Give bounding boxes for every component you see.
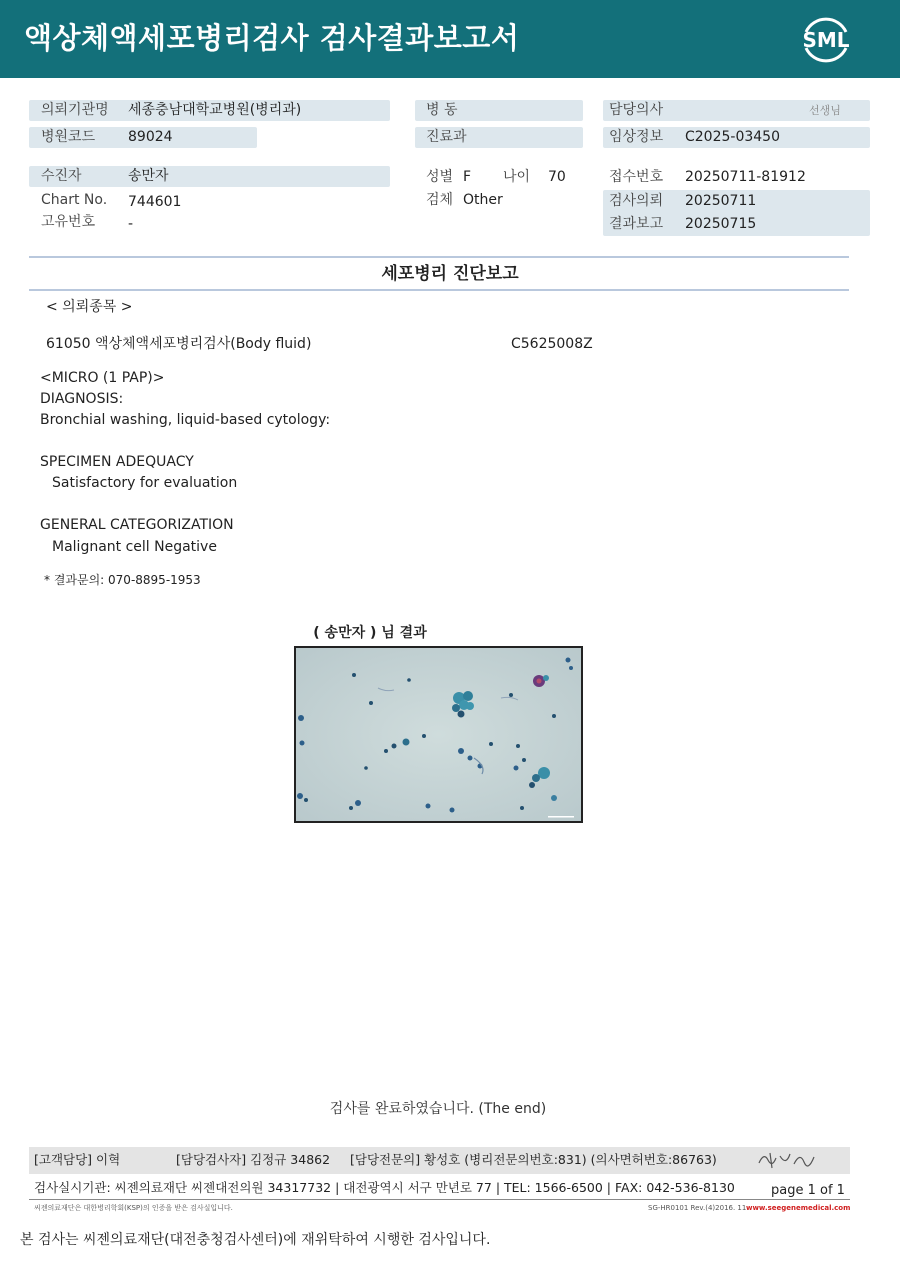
footer-technician: [담당검사자] 김정규 34862 — [176, 1152, 331, 1167]
age-label: 나이 — [503, 169, 531, 185]
adequacy-text: Satisfactory for evaluation — [52, 475, 238, 491]
ward-label: 병 동 — [426, 102, 458, 118]
footer-doc-code: SG-HR0101 Rev.(4)2016. 11 — [648, 1204, 747, 1212]
report-date-value: 20250715 — [685, 216, 757, 232]
department-label: 진료과 — [426, 129, 467, 145]
section-rule-top — [29, 256, 849, 258]
section-title: 세포병리 진단보고 — [381, 264, 519, 284]
footer-certification: 씨젠의료재단은 대한병리학회(KSP)의 인증을 받은 검사실입니다. — [34, 1204, 233, 1212]
order-code: C5625008Z — [511, 336, 593, 352]
hospital-code-value: 89024 — [128, 129, 173, 145]
request-date-label: 검사의뢰 — [609, 193, 664, 209]
sex-label: 성별 — [426, 169, 454, 185]
specimen-value: Other — [463, 192, 503, 208]
institution-label: 의뢰기관명 — [41, 102, 109, 118]
logo-text: SML — [802, 28, 850, 52]
receipt-label: 접수번호 — [609, 169, 664, 185]
specimen-label: 검체 — [426, 192, 454, 208]
chart-label: Chart No. — [41, 192, 108, 208]
chart-value: 744601 — [128, 194, 182, 210]
report-title: 액상체액세포병리검사 검사결과보고서 — [24, 21, 520, 55]
patient-label: 수진자 — [41, 168, 82, 184]
order-item: 61050 액상체액세포병리검사(Body fluid) — [46, 336, 312, 352]
doctor-suffix: 선생님 — [809, 104, 841, 117]
order-heading: < 의뢰종목 > — [46, 299, 133, 315]
request-date-value: 20250711 — [685, 193, 757, 209]
clinical-info-label: 임상정보 — [609, 129, 664, 145]
diagnosis-text: Bronchial washing, liquid-based cytology: — [40, 412, 331, 428]
cell-image-illustration — [296, 648, 581, 821]
categorization-text: Malignant cell Negative — [52, 539, 217, 555]
image-title: ( 송만자 ) 님 결과 — [313, 625, 427, 641]
sml-logo — [798, 12, 854, 68]
footer-customer: [고객담당] 이혁 — [34, 1152, 121, 1167]
doctor-label: 담당의사 — [609, 102, 664, 118]
hospital-code-label: 병원코드 — [41, 129, 96, 145]
receipt-value: 20250711-81912 — [685, 169, 806, 185]
unique-id-label: 고유번호 — [41, 214, 96, 230]
institution-value: 세종충남대학교병원(병리과) — [128, 102, 302, 118]
age-value: 70 — [548, 169, 566, 185]
micro-line: <MICRO (1 PAP)> — [40, 370, 165, 386]
footer-website[interactable]: www.seegenemedical.com — [746, 1204, 851, 1212]
bottom-note: 본 검사는 씨젠의료재단(대전충청검사센터)에 재위탁하여 시행한 검사입니다. — [20, 1232, 491, 1248]
inquiry-line: * 결과문의: 070-8895-1953 — [44, 573, 201, 587]
report-date-label: 결과보고 — [609, 216, 664, 232]
footer-specialist: [담당전문의] 황성호 (병리전문의번호:831) (의사면허번호:86763) — [350, 1152, 717, 1167]
signature-icon — [756, 1148, 820, 1172]
patient-value: 송만자 — [128, 168, 169, 184]
categorization-heading: GENERAL CATEGORIZATION — [40, 517, 234, 533]
unique-id-value: - — [128, 216, 134, 232]
footer-institution: 검사실시기관: 씨젠의료재단 씨젠대전의원 34317732 | 대전광역시 서구 만년로 77 | TEL: 1566-6500 | FAX: 042-536-8130 — [34, 1180, 735, 1195]
patient-bar — [29, 166, 390, 187]
end-text: 검사를 완료하였습니다. (The end) — [329, 1101, 547, 1117]
footer-page: page 1 of 1 — [771, 1183, 845, 1198]
section-rule-bottom — [29, 289, 849, 291]
diagnosis-heading: DIAGNOSIS: — [40, 391, 124, 407]
footer-divider — [29, 1199, 850, 1200]
clinical-info-value: C2025-03450 — [685, 129, 780, 145]
sex-value: F — [463, 169, 472, 185]
report-header — [0, 0, 900, 78]
microscopy-image — [294, 646, 583, 823]
adequacy-heading: SPECIMEN ADEQUACY — [40, 454, 194, 470]
